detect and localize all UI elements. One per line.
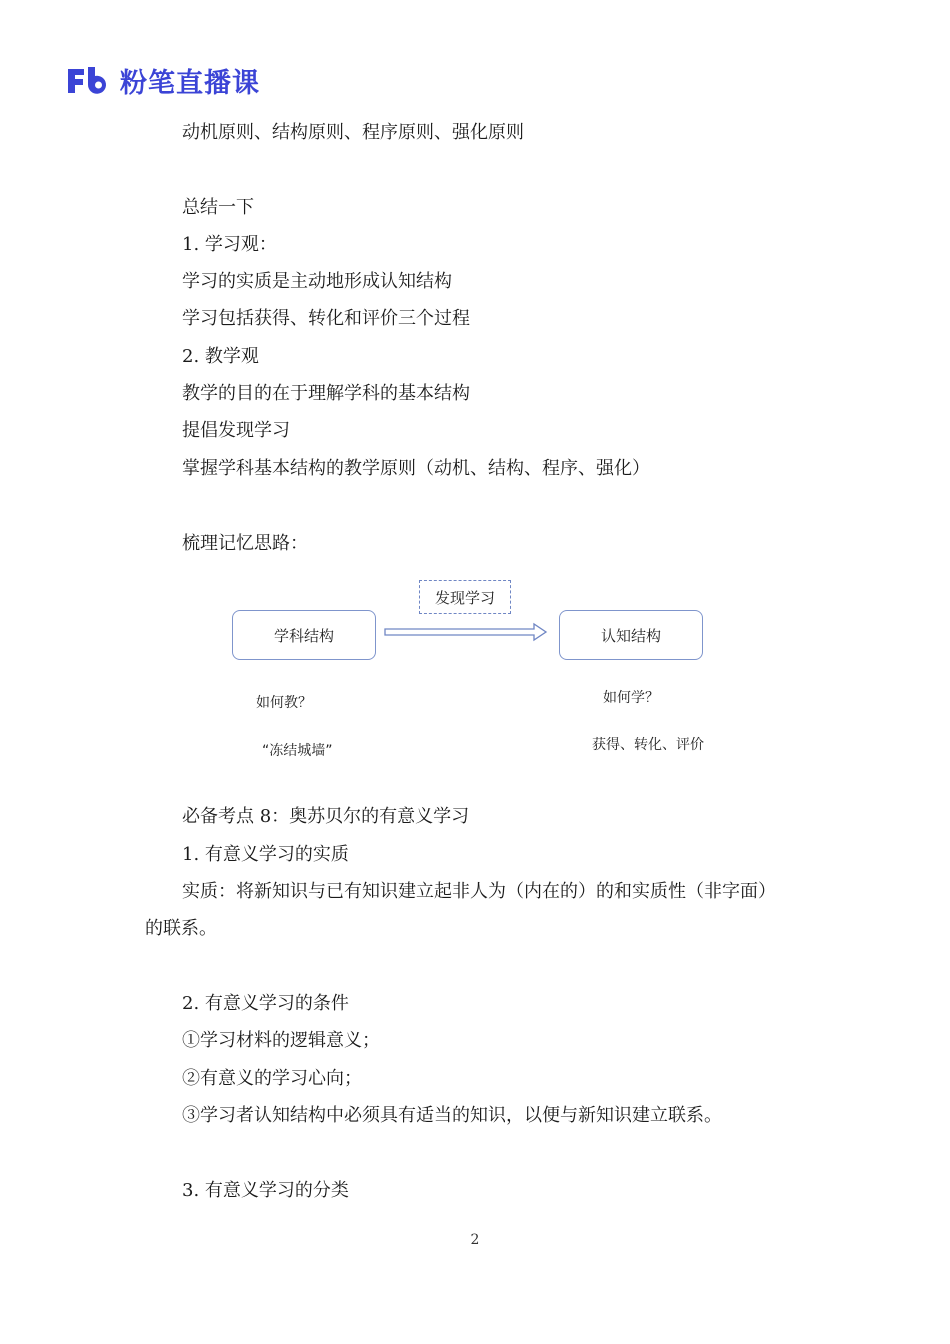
arrow-icon xyxy=(384,622,548,642)
text-line: 1. 有意义学习的实质 xyxy=(182,844,349,865)
text-line: 教学的目的在于理解学科的基本结构 xyxy=(182,383,470,404)
memory-diagram xyxy=(0,570,950,770)
text-line: 梳理记忆思路： xyxy=(182,533,308,554)
text-line: 学习的实质是主动地形成认知结构 xyxy=(182,271,452,292)
text-line: 实质：将新知识与已有知识建立起非人为（内在的）的和实质性（非字面） xyxy=(182,881,776,902)
text-line: 学习包括获得、转化和评价三个过程 xyxy=(182,308,470,329)
text-line: 的联系。 xyxy=(145,918,217,939)
left-note-freeze: “冻结城墙” xyxy=(262,743,333,759)
text-line: 动机原则、结构原则、程序原则、强化原则 xyxy=(182,122,524,143)
text-line: 掌握学科基本结构的教学原则（动机、结构、程序、强化） xyxy=(182,458,650,479)
logo-text: 粉笔直播课 xyxy=(120,67,260,99)
text-line: 2. 教学观 xyxy=(182,346,259,367)
text-line: 1. 学习观： xyxy=(182,234,277,255)
left-note-how-teach: 如何教？ xyxy=(256,695,312,711)
text-line: 3. 有意义学习的分类 xyxy=(182,1180,349,1201)
text-line: ①学习材料的逻辑意义； xyxy=(182,1030,380,1051)
text-line: 提倡发现学习 xyxy=(182,420,290,441)
right-note-how-learn: 如何学？ xyxy=(603,690,659,706)
brand-logo xyxy=(66,60,260,100)
right-note-process: 获得、转化、评价 xyxy=(592,737,704,753)
cognitive-structure-box: 认知结构 xyxy=(559,610,703,660)
subject-structure-box: 学科结构 xyxy=(232,610,376,660)
text-line: ②有意义的学习心向； xyxy=(182,1068,362,1089)
text-line: 总结一下 xyxy=(182,197,254,218)
section-heading: 必备考点 8：奥苏贝尔的有意义学习 xyxy=(182,806,470,827)
page-number: 2 xyxy=(470,1232,480,1248)
discovery-learning-label: 发现学习 xyxy=(419,580,511,614)
fb-logo-icon xyxy=(66,65,110,95)
text-line: ③学习者认知结构中必须具有适当的知识，以便与新知识建立联系。 xyxy=(182,1105,722,1126)
text-line: 2. 有意义学习的条件 xyxy=(182,993,349,1014)
